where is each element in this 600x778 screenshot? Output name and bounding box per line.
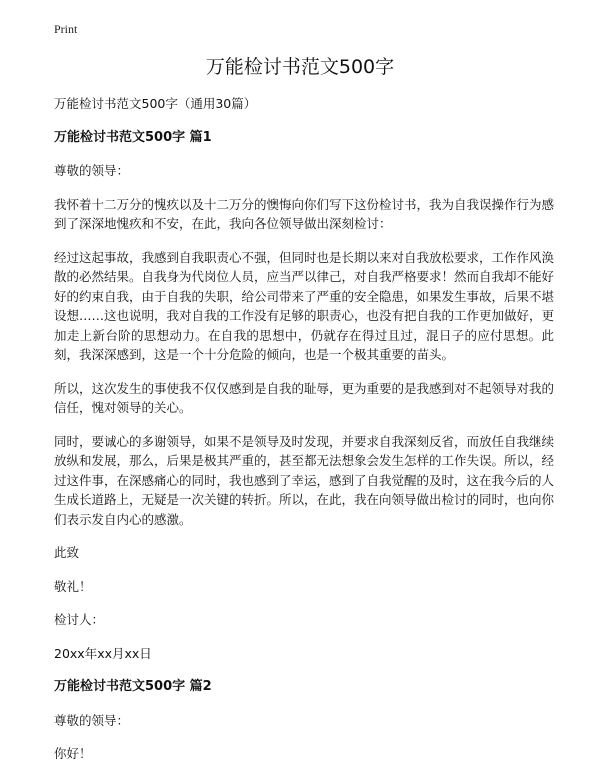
- section-heading: 万能检讨书范文500字 篇1: [54, 129, 212, 145]
- section-heading: 万能检讨书范文500字 篇2: [54, 679, 212, 694]
- page-title: 万能检讨书范文500字: [205, 56, 395, 78]
- document-body: [54, 94, 554, 778]
- body-paragraph: 同时，要诚心的多谢领导，如果不是领导及时发现，并要求自我深刻反省，而放任自我继续放纵和发展，那么，后果是极其严重的，甚至都无法想象会发生怎样的工作失误。所以，经过这件事，在深感痛心的同时，我也感到了幸运，感到了自我觉醒的及时，这在我今后的人生成长道路上，无疑是一次关键的转折。所以，在此，我在向领导做出检讨的同时，也向你们表示发自内心的感激。: [54, 433, 555, 527]
- document-subtitle: 万能检讨书范文500字（通用30篇）: [54, 96, 257, 111]
- print-link[interactable]: Print: [54, 22, 78, 36]
- section-1: [54, 128, 554, 664]
- greeting: 尊敬的领导：: [54, 712, 130, 728]
- greeting: 尊敬的领导：: [54, 163, 130, 178]
- body-paragraph: 我怀着十二万分的愧疚以及十二万分的懊悔向你们写下这份检讨书，我为自我误操作行为感到了深深地愧疚和不安，在此，我向各位领导做出深刻检讨：: [54, 196, 555, 231]
- opening: 你好！: [54, 746, 92, 761]
- date: 20xx年xx月xx日: [54, 645, 152, 661]
- signature-label: 检讨人：: [54, 612, 105, 627]
- salute: 敬礼！: [54, 578, 92, 594]
- closing: 此致: [54, 545, 80, 560]
- body-paragraph: 经过这起事故，我感到自我职责心不强，但同时也是长期以来对自我放松要求，工作作风涣散的必然结果。自我身为代岗位人员，应当严以律己，对自我严格要求！然而自我却不能好好的约束自我，由于自我的失职，给公司带来了严重的安全隐患，如果发生事故，后果不堪设想……这也说明，我对自我的工作没有足够的职责心，也没有把自我的工作更加做好，更加走上新台阶的思想动力。在自我的思想中，仍就存在得过且过，混日子的应付思想。此刻，我深深感到，这是一个十分危险的倾向，也是一个极其重要的苗头。: [54, 249, 555, 362]
- section-2: [54, 677, 554, 764]
- body-paragraph: 所以，这次发生的事使我不仅仅感到是自我的耻辱，更为重要的是我感到对不起领导对我的信任，愧对领导的关心。: [54, 380, 555, 415]
